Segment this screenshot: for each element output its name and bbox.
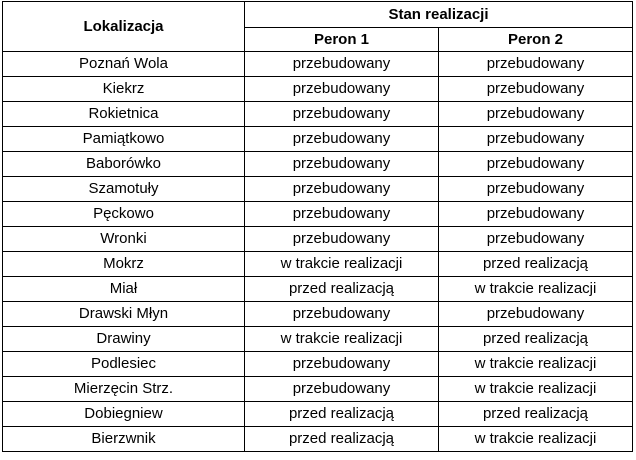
location-cell: Mokrz <box>3 252 245 277</box>
table-row <box>3 327 633 352</box>
platform-2-status-cell: przebudowany <box>439 227 633 252</box>
location-column-header: Lokalizacja <box>3 2 245 52</box>
table-row <box>3 152 633 177</box>
table-row <box>3 77 633 102</box>
table-row <box>3 277 633 302</box>
location-cell: Drawiny <box>3 327 245 352</box>
platform-1-column-header: Peron 1 <box>245 28 439 52</box>
location-cell: Baborówko <box>3 152 245 177</box>
table-row <box>3 52 633 77</box>
table-row <box>3 352 633 377</box>
table-row <box>3 227 633 252</box>
platform-1-status-cell: przebudowany <box>245 77 439 102</box>
platform-1-status-cell: przebudowany <box>245 102 439 127</box>
platform-1-status-cell: przed realizacją <box>245 402 439 427</box>
table-header <box>3 2 633 52</box>
platform-2-status-cell: przed realizacją <box>439 327 633 352</box>
platform-2-column-header: Peron 2 <box>439 28 633 52</box>
platform-2-status-cell: przebudowany <box>439 202 633 227</box>
table-row <box>3 127 633 152</box>
platform-1-status-cell: przebudowany <box>245 227 439 252</box>
platform-2-status-cell: przebudowany <box>439 77 633 102</box>
location-cell: Miał <box>3 277 245 302</box>
platform-2-status-cell: w trakcie realizacji <box>439 352 633 377</box>
table-row <box>3 177 633 202</box>
platform-status-table <box>2 1 633 452</box>
platform-2-status-cell: przebudowany <box>439 52 633 77</box>
location-cell: Drawski Młyn <box>3 302 245 327</box>
table-body <box>3 52 633 452</box>
location-cell: Podlesiec <box>3 352 245 377</box>
table-row <box>3 202 633 227</box>
platform-1-status-cell: przed realizacją <box>245 427 439 452</box>
platform-1-status-cell: w trakcie realizacji <box>245 327 439 352</box>
location-cell: Pęckowo <box>3 202 245 227</box>
platform-2-status-cell: przed realizacją <box>439 252 633 277</box>
platform-2-status-cell: w trakcie realizacji <box>439 377 633 402</box>
location-cell: Bierzwnik <box>3 427 245 452</box>
location-cell: Kiekrz <box>3 77 245 102</box>
platform-2-status-cell: przed realizacją <box>439 402 633 427</box>
table-row <box>3 427 633 452</box>
platform-1-status-cell: przebudowany <box>245 352 439 377</box>
location-cell: Mierzęcin Strz. <box>3 377 245 402</box>
status-group-header: Stan realizacji <box>245 2 633 28</box>
platform-1-status-cell: przebudowany <box>245 202 439 227</box>
platform-1-status-cell: przebudowany <box>245 152 439 177</box>
platform-1-status-cell: przebudowany <box>245 302 439 327</box>
platform-2-status-cell: przebudowany <box>439 302 633 327</box>
platform-1-status-cell: przebudowany <box>245 52 439 77</box>
platform-1-status-cell: w trakcie realizacji <box>245 252 439 277</box>
table-row <box>3 402 633 427</box>
platform-2-status-cell: przebudowany <box>439 127 633 152</box>
platform-2-status-cell: w trakcie realizacji <box>439 427 633 452</box>
location-cell: Poznań Wola <box>3 52 245 77</box>
table-row <box>3 302 633 327</box>
header-row-top <box>3 2 633 28</box>
platform-2-status-cell: przebudowany <box>439 152 633 177</box>
platform-2-status-cell: w trakcie realizacji <box>439 277 633 302</box>
table-row <box>3 102 633 127</box>
table-row <box>3 377 633 402</box>
platform-1-status-cell: przebudowany <box>245 127 439 152</box>
location-cell: Szamotuły <box>3 177 245 202</box>
location-cell: Dobiegniew <box>3 402 245 427</box>
table-row <box>3 252 633 277</box>
platform-1-status-cell: przebudowany <box>245 177 439 202</box>
platform-2-status-cell: przebudowany <box>439 177 633 202</box>
platform-2-status-cell: przebudowany <box>439 102 633 127</box>
location-cell: Wronki <box>3 227 245 252</box>
platform-1-status-cell: przed realizacją <box>245 277 439 302</box>
location-cell: Rokietnica <box>3 102 245 127</box>
platform-1-status-cell: przebudowany <box>245 377 439 402</box>
location-cell: Pamiątkowo <box>3 127 245 152</box>
